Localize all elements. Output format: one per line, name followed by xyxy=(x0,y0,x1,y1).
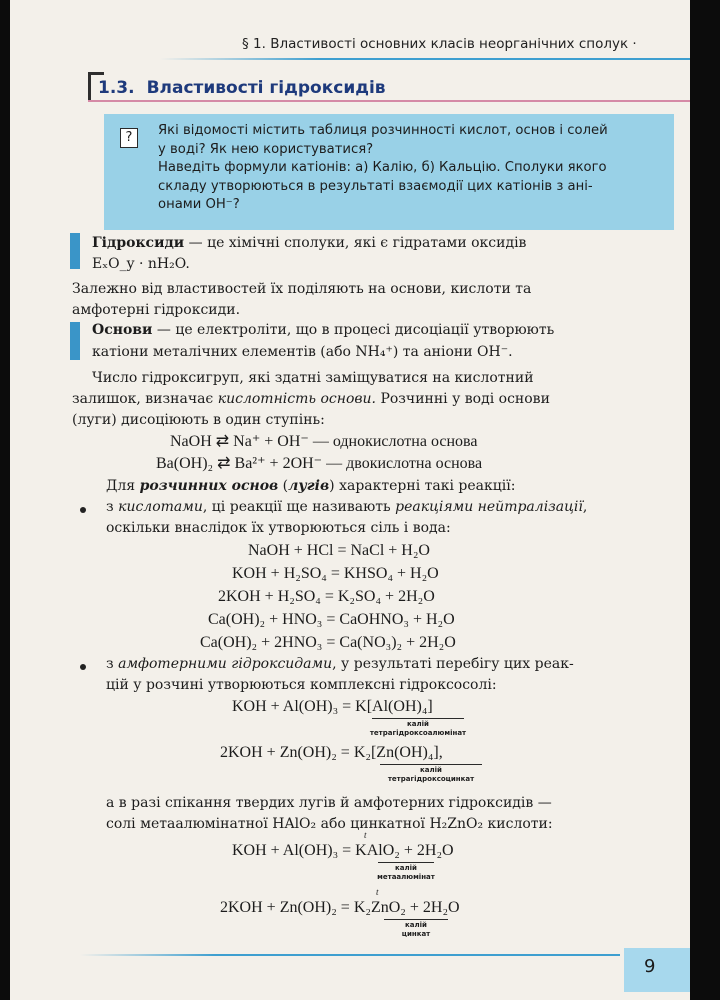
product-name-label: калій xyxy=(405,921,427,929)
page-number: 9 xyxy=(644,956,656,977)
term-soluble-bases: розчинних основ xyxy=(139,478,279,494)
complex-equation: 2KOH + Zn(OH)₂ = K₂[Zn(OH)₄], xyxy=(220,744,443,761)
dissociation-equation: NaOH ⇄ Na⁺ + OH⁻ — однокислотна основа xyxy=(170,433,478,450)
running-header: § 1. Властивості основних класів неорганічних сполук · xyxy=(242,36,637,52)
question-box xyxy=(104,114,674,230)
heating-mark: t xyxy=(364,830,367,840)
question-line: у воді? Як нею користуватися? xyxy=(158,141,374,157)
question-line: онами OH⁻? xyxy=(158,197,240,213)
definition-hydroxides-line1: Гідроксиди — це хімічні сполуки, які є гідратами оксидів xyxy=(92,235,527,251)
neutralization-equation: Ca(OH)₂ + 2HNO₃ = Ca(NO₃)₂ + 2H₂O xyxy=(200,634,456,651)
product-name-label: калій xyxy=(395,864,417,872)
classes-paragraph-line2: амфотерні гідроксиди. xyxy=(72,302,241,318)
title-rule xyxy=(88,100,690,102)
hydroxide-general-formula: EₓO_y · nH₂O. xyxy=(92,256,190,272)
neutralization-equation: NaOH + HCl = NaCl + H₂O xyxy=(248,542,430,559)
question-mark-icon: ? xyxy=(120,128,138,148)
product-name-label: метаалюмінат xyxy=(377,873,435,881)
product-underline xyxy=(378,862,434,863)
section-number: 1.3. xyxy=(98,78,135,98)
product-name-label: калій xyxy=(407,720,429,728)
question-line: складу утворюються в результаті взаємодії цих катіонів з ані- xyxy=(158,178,593,194)
bullet-icon xyxy=(80,664,86,670)
definition-marker xyxy=(70,322,80,360)
fusion-product: KAlO₂ xyxy=(355,842,400,859)
definition-bases-line2: катіони металічних елементів (або NH₄⁺) та аніони OH⁻. xyxy=(92,344,513,360)
fusion-equation: KOH + Al(OH)₃ = KAlO₂ + 2H₂O xyxy=(232,842,454,859)
classes-paragraph-line1: Залежно від властивостей їх поділяють на основи, кислоти та xyxy=(72,281,532,297)
footer-rule xyxy=(80,954,620,956)
complex-product: K[Al(OH)₄] xyxy=(355,698,433,715)
bullet-acids-line2: оскільки внаслідок їх утворюються сіль і вода: xyxy=(106,520,451,536)
question-text xyxy=(158,122,668,215)
acidity-paragraph-line3: (луги) дисоціюють в один ступінь: xyxy=(72,412,325,428)
bullet-icon xyxy=(80,507,86,513)
bullet-amphoteric-line2: цій у розчині утворюються комплексні гідроксосолі: xyxy=(106,677,497,693)
fusion-paragraph-line2: солі метаалюмінатної HAlO₂ або цинкатної H₂ZnO₂ кислоти: xyxy=(106,816,553,832)
term-acidity: кислотність основи. xyxy=(217,391,376,407)
product-underline xyxy=(380,764,482,765)
neutralization-equation: KOH + H₂SO₄ = KHSO₄ + H₂O xyxy=(232,565,439,582)
product-name-label: тетрагідроксоалюмінат xyxy=(369,729,467,737)
product-underline xyxy=(384,919,448,920)
neutralization-equation: 2KOH + H₂SO₄ = K₂SO₄ + 2H₂O xyxy=(218,588,435,605)
question-line: Які відомості містить таблиця розчинності кислот, основ і солей xyxy=(158,123,608,138)
dissociation-equation: Ba(OH)₂ ⇄ Ba²⁺ + 2OH⁻ — двокислотна основа xyxy=(156,455,483,472)
term-alkalis: лугів xyxy=(288,478,330,494)
fusion-equation: 2KOH + Zn(OH)₂ = K₂ZnO₂ + 2H₂O xyxy=(220,899,460,916)
product-name-label: калій xyxy=(420,766,442,774)
neutralization-equation: Ca(OH)₂ + HNO₃ = CaOHNO₃ + H₂O xyxy=(208,611,455,628)
alkali-intro: Для розчинних основ (лугів) характерні такі реакції: xyxy=(106,478,516,494)
complex-equation: KOH + Al(OH)₃ = K[Al(OH)₄] xyxy=(232,698,433,715)
term-amphoteric: амфотерними гідроксидами xyxy=(118,656,333,672)
product-underline xyxy=(372,718,464,719)
textbook-page xyxy=(10,0,690,1000)
definition-marker xyxy=(70,233,80,269)
definition-bases-line1: Основи — це електроліти, що в процесі дисоціації утворюють xyxy=(92,322,555,338)
fusion-paragraph-line1: а в разі спікання твердих лугів й амфотерних гідроксидів — xyxy=(106,795,552,811)
term-acids: кислотами xyxy=(118,499,203,515)
acidity-paragraph-line2: залишок, визначає кислотність основи. Розчинні у воді основи xyxy=(72,391,550,407)
question-line: Наведіть формули катіонів: а) Калію, б) Кальцію. Сполуки якого xyxy=(158,160,607,176)
page-number-badge xyxy=(624,948,690,992)
fusion-product: K₂ZnO₂ xyxy=(353,899,406,916)
acidity-paragraph-line1: Число гідроксигруп, які здатні заміщуватися на кислотний xyxy=(92,370,534,386)
section-title xyxy=(98,78,386,98)
product-name-label: тетрагідроксоцинкат xyxy=(387,775,475,783)
bullet-amphoteric-line1: з амфотерними гідроксидами, у результаті перебігу цих реак- xyxy=(106,656,574,672)
term-hydroxides: Гідроксиди xyxy=(92,235,185,251)
product-name-label: цинкат xyxy=(401,930,431,938)
header-rule xyxy=(160,58,690,60)
bullet-acids-line1: з кислотами, ці реакції ще називають реакціями нейтралізації, xyxy=(106,499,588,515)
term-bases: Основи xyxy=(92,322,153,338)
term-neutralization: реакціями нейтралізації xyxy=(395,499,583,515)
heating-mark: t xyxy=(376,887,379,897)
complex-product: K₂[Zn(OH)₄], xyxy=(353,744,443,761)
section-title-text: Властивості гідроксидів xyxy=(146,78,386,98)
